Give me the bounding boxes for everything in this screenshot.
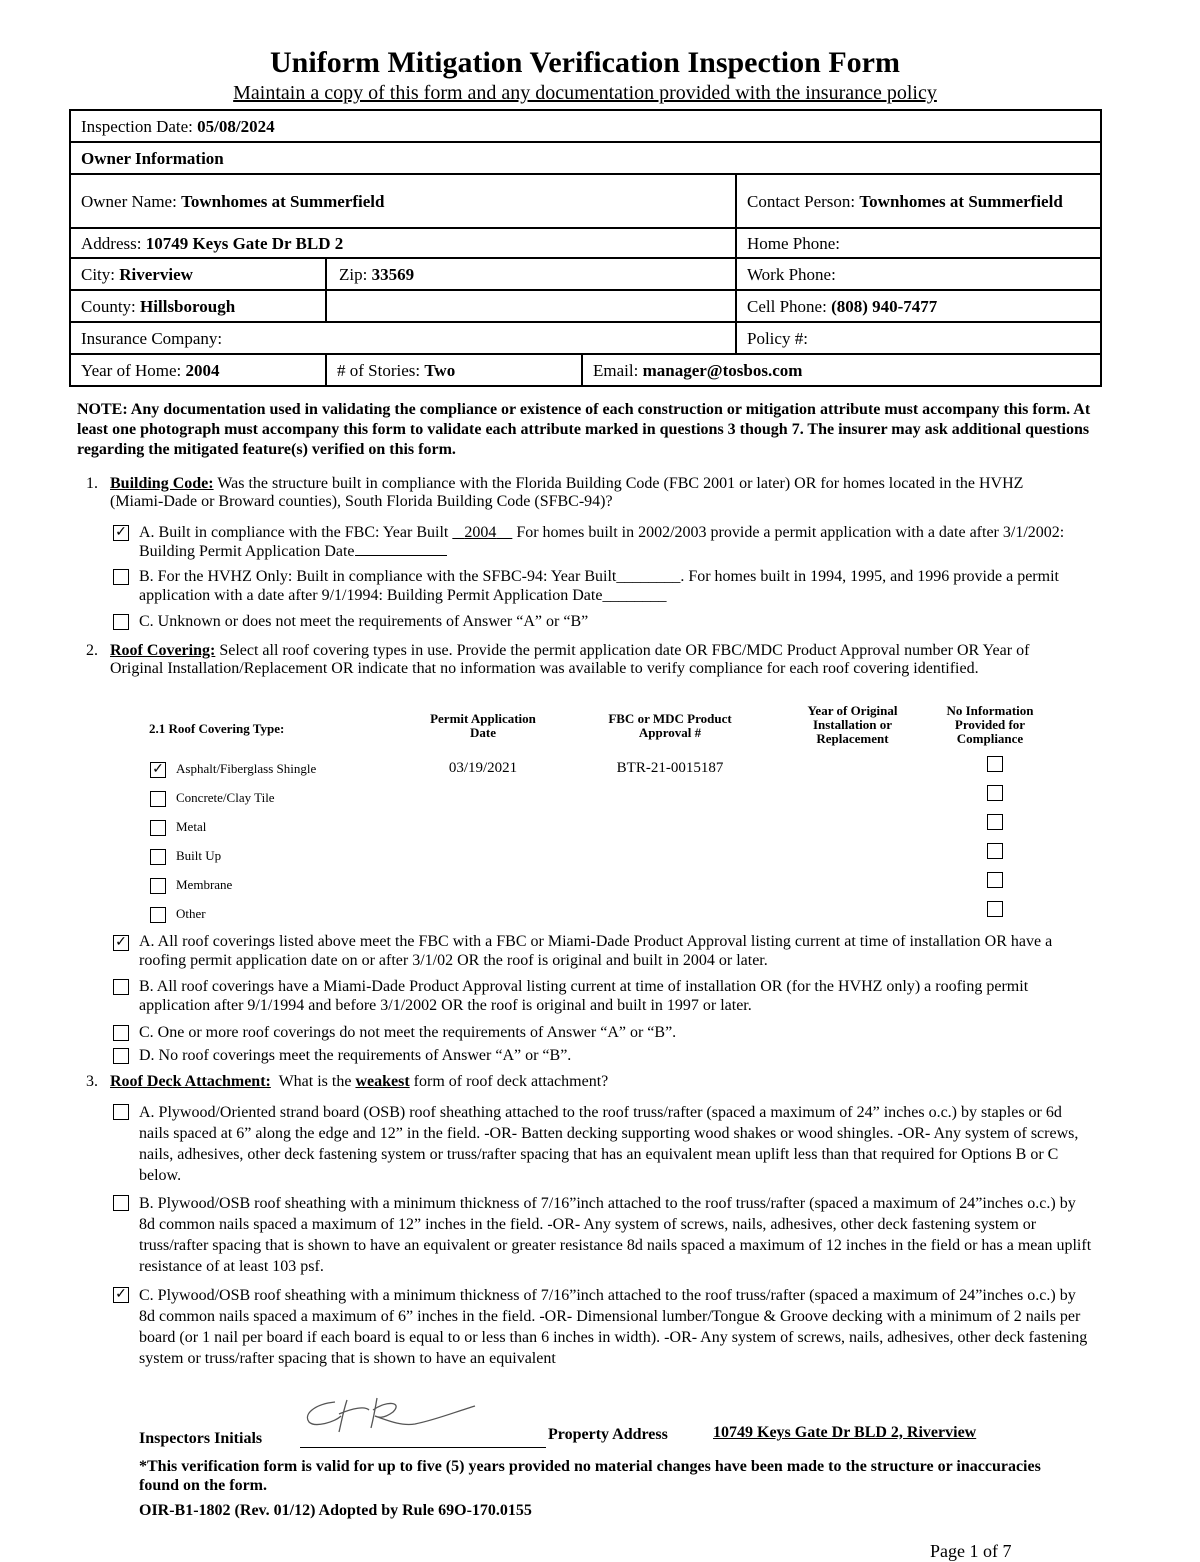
q2-c-text: C. One or more roof coverings do not meet the requirements of Answer “A” or “B”. (139, 1024, 677, 1041)
email: manager@tosbos.com (642, 360, 803, 380)
county: Hillsborough (140, 296, 236, 316)
validity-note: *This verification form is valid for up to five (5) years provided no material changes have been made to the structure or inaccuracies found on the form. (139, 1458, 1041, 1494)
county-cell: County: Hillsborough (70, 290, 326, 322)
policy-cell: Policy #: (736, 322, 1101, 354)
owner-info-table (69, 109, 1102, 387)
no-info-checkbox[interactable] (987, 814, 1003, 830)
roof-type-checkbox[interactable] (150, 820, 166, 836)
q1-b-text: B. For the HVHZ Only: Built in compliance with the SFBC-94: Year Built________. For homes built in 1994, 1995, and 1996 provide a permit application with a date after 9/1/1994: Building Permit Application Date________ (139, 568, 1059, 604)
roof-fbc-approval: BTR-21-0015187 (616, 760, 724, 776)
roof-type-label: Other (176, 906, 206, 921)
roof-type-label: Built Up (176, 848, 222, 863)
form-subtitle: Maintain a copy of this form and any documentation provided with the insurance policy (233, 82, 937, 104)
inspector-signature (295, 1392, 485, 1440)
address-cell: Address: 10749 Keys Gate Dr BLD 2 (70, 228, 736, 258)
inspection-date-cell: Inspection Date: 05/08/2024 (70, 110, 1101, 142)
col-fbc-approval: FBC or MDC Product Approval # (608, 711, 732, 740)
inspection-date: 05/08/2024 (197, 116, 275, 136)
page-number: Page 1 of 7 (930, 1541, 1012, 1561)
roof-type-checkbox[interactable] (150, 878, 166, 894)
property-address: 10749 Keys Gate Dr BLD 2, Riverview (713, 1424, 977, 1441)
no-info-checkbox[interactable] (987, 901, 1003, 917)
roof-type-checkbox[interactable] (150, 849, 166, 865)
q3-c-text: C. Plywood/OSB roof sheathing with a minimum thickness of 7/16”inch attached to the roof truss/rafter (spaced a maximum of 24”inches o.c.) by 8d common nails spaced a maximum of 6” inches in the field. -OR- Dimensional lumber/Tongue & Groove decking with a minimum of 2 nails per board (or 1 nail per board if each board is equal to or less than 6 inches in width). -OR- Any system of screws, nails, adhesives, other deck fastening system or truss/rafter spacing that is shown to have an equivalent (139, 1287, 1088, 1367)
city-cell: City: Riverview (70, 258, 326, 290)
note-text: NOTE: Any documentation used in validating the compliance or existence of each construction or mitigation attribute must accompany this form. At least one photograph must accompany this form to validate each attribute marked in questions 3 though 7. The insurer may ask additional questions regarding the mitigated feature(s) verified on this form. (77, 401, 1091, 458)
stories: Two (424, 360, 456, 380)
q2-b-text: B. All roof coverings have a Miami-Dade Product Approval listing current at time of installation OR (for the HVHZ only) a roofing permit application after 9/1/1994 and before 3/1/2002 OR the roof is original and built in 1997 or later. (139, 978, 1029, 1014)
q1-a-text: A. Built in compliance with the FBC: Year Built 2004 For homes built in 2002/2003 provide a permit application with a date after 3/1/2002: Building Permit Application Date (139, 524, 1065, 560)
q2-number: 2. (86, 642, 98, 659)
q3-b-checkbox[interactable] (113, 1195, 129, 1211)
cell-phone: (808) 940-7477 (831, 296, 938, 316)
zip-cell: Zip: 33569 (326, 258, 736, 290)
q1-b-checkbox[interactable] (113, 569, 129, 585)
q1-a-year: 2004 (464, 524, 497, 541)
q3-b-text: B. Plywood/OSB roof sheathing with a minimum thickness of 7/16”inch attached to the roof truss/rafter (spaced a maximum of 24”inches o.c.) by 8d common nails spaced a maximum of 12” inches in the field. -OR- Any system of screws, nails, adhesives, other deck fastening system or truss/rafter spacing that is shown to have an equivalent or greater resistance 8d nails spaced a maximum of 12 inches in the field or has a mean uplift resistance of at least 103 psf. (139, 1195, 1092, 1275)
no-info-checkbox[interactable] (987, 872, 1003, 888)
q1-a-checkbox[interactable]: ✓ (113, 525, 129, 541)
col-roof-type: 2.1 Roof Covering Type: (149, 721, 285, 736)
q2-question: Roof Covering: Select all roof covering types in use. Provide the permit application date OR FBC/MDC Product Approval number OR Year of Original Installation/Replacement OR indicate that no information was available to verify compliance for each roof covering identified. (110, 642, 1030, 677)
initials-line (300, 1447, 546, 1448)
q2-a-checkbox[interactable]: ✓ (113, 935, 129, 951)
no-info-checkbox[interactable] (987, 843, 1003, 859)
address: 10749 Keys Gate Dr BLD 2 (145, 233, 344, 253)
q3-question: Roof Deck Attachment: What is the weakest form of roof deck attachment? (110, 1073, 609, 1090)
q2-a-text: A. All roof coverings listed above meet the FBC with a FBC or Miami-Dade Product Approval listing current at time of installation OR have a roofing permit application date on or after 3/1/02 OR the roof is original and built in 2004 or later. (139, 933, 1053, 969)
roof-type-label: Concrete/Clay Tile (176, 790, 275, 805)
contact-person-cell: Contact Person: Townhomes at Summerfield (736, 174, 1101, 228)
owner-name: Townhomes at Summerfield (181, 191, 385, 211)
q1-number: 1. (86, 475, 98, 492)
q3-a-text: A. Plywood/Oriented strand board (OSB) roof sheathing attached to the roof truss/rafter (spaced a maximum of 24” inches o.c.) by staples or 6d nails spaced at 6” along the edge and 12” in the field. -OR- Batten decking supporting wood shakes or wood shingles. -OR- Any system of screws, nails, adhesives, other deck fastening system or truss/rafter spacing that has an equivalent mean uplift less than that required for Options B or C below. (139, 1104, 1079, 1184)
q3-number: 3. (86, 1073, 98, 1090)
roof-permit-date: 03/19/2021 (448, 760, 518, 776)
q3-c-checkbox[interactable]: ✓ (113, 1287, 129, 1303)
roof-type-label: Metal (176, 819, 207, 834)
roof-type-label: Membrane (176, 877, 233, 892)
roof-type-checkbox[interactable]: ✓ (150, 762, 166, 778)
contact-person: Townhomes at Summerfield (859, 191, 1063, 211)
zip: 33569 (371, 264, 415, 284)
cell-phone-cell: Cell Phone: (808) 940-7477 (736, 290, 1101, 322)
q3-a-checkbox[interactable] (113, 1104, 129, 1120)
empty-cell (326, 290, 736, 322)
q1-c-checkbox[interactable] (113, 614, 129, 630)
col-no-info: No Information Provided for Compliance (946, 703, 1034, 746)
q1-c-text: C. Unknown or does not meet the requirements of Answer “A” or “B” (139, 613, 589, 630)
no-info-checkbox[interactable] (987, 756, 1003, 772)
email-cell: Email: manager@tosbos.com (582, 354, 1101, 386)
year-cell: Year of Home: 2004 (70, 354, 326, 386)
q2-d-text: D. No roof coverings meet the requirements of Answer “A” or “B”. (139, 1047, 572, 1064)
q1-question: Building Code: Was the structure built in compliance with the Florida Building Code (FBC 2001 or later) OR for homes located in the HVHZ (Miami-Dade or Broward counties), South Florida Building Code (SFBC-94)? (110, 475, 1024, 510)
no-info-checkbox[interactable] (987, 785, 1003, 801)
property-address-label: Property Address (548, 1426, 668, 1443)
roof-type-checkbox[interactable] (150, 791, 166, 807)
inspector-initials-label: Inspectors Initials (139, 1430, 263, 1447)
city: Riverview (119, 264, 193, 284)
work-phone-cell: Work Phone: (736, 258, 1101, 290)
q2-c-checkbox[interactable] (113, 1025, 129, 1041)
q2-b-checkbox[interactable] (113, 979, 129, 995)
form-id: OIR-B1-1802 (Rev. 01/12) Adopted by Rule 69O-170.0155 (139, 1502, 532, 1519)
year-of-home: 2004 (185, 360, 220, 380)
home-phone-cell: Home Phone: (736, 228, 1101, 258)
form-title: Uniform Mitigation Verification Inspection Form (270, 46, 900, 79)
owner-info-heading: Owner Information (70, 142, 1101, 174)
q2-d-checkbox[interactable] (113, 1048, 129, 1064)
stories-cell: # of Stories: Two (326, 354, 582, 386)
roof-type-label: Asphalt/Fiberglass Shingle (176, 761, 317, 776)
roof-type-checkbox[interactable] (150, 907, 166, 923)
insurance-cell: Insurance Company: (70, 322, 736, 354)
owner-name-cell: Owner Name: Townhomes at Summerfield (70, 174, 736, 228)
col-permit-date: Permit Application Date (430, 711, 536, 740)
col-year-install: Year of Original Installation or Replacement (807, 703, 898, 746)
